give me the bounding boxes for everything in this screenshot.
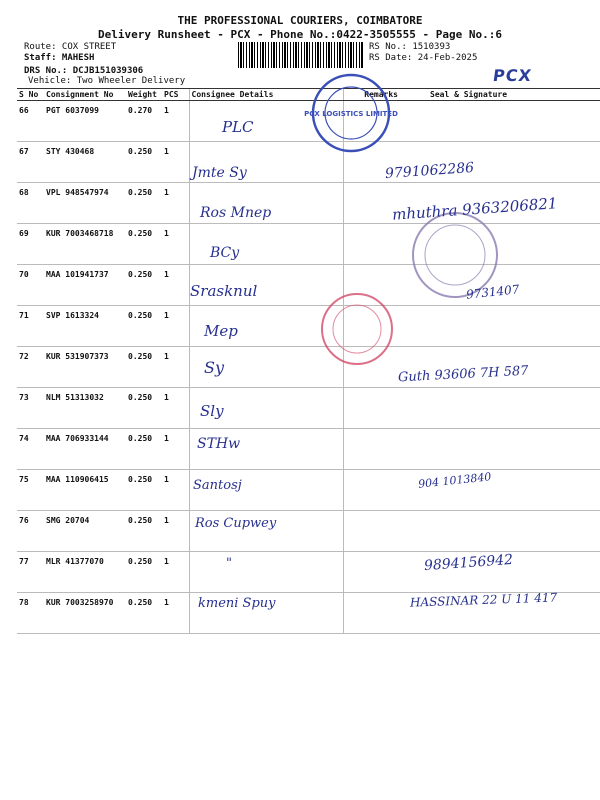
cell-consignment-no: NLM 51313032 xyxy=(44,388,126,429)
table-header-row xyxy=(17,89,600,101)
barcode-icon xyxy=(238,42,364,68)
cell-sno: 76 xyxy=(17,511,44,552)
col-sno: S No xyxy=(17,89,44,101)
cell-consignment-no: PGT 6037099 xyxy=(44,101,126,142)
table-row xyxy=(17,306,600,347)
cell-sno: 71 xyxy=(17,306,44,347)
table-row xyxy=(17,470,600,511)
cell-pcs: 1 xyxy=(162,347,189,388)
cell-remarks xyxy=(343,593,400,634)
cell-weight: 0.250 xyxy=(126,347,162,388)
cell-sno: 72 xyxy=(17,347,44,388)
cell-remarks xyxy=(343,511,400,552)
cell-weight: 0.270 xyxy=(126,101,162,142)
table-row xyxy=(17,429,600,470)
cell-weight: 0.250 xyxy=(126,593,162,634)
table-row xyxy=(17,142,600,183)
cell-weight: 0.250 xyxy=(126,552,162,593)
cell-consignment-no: KUR 7003468718 xyxy=(44,224,126,265)
handwritten-consignee: Srasknul xyxy=(190,282,258,300)
cell-sno: 69 xyxy=(17,224,44,265)
vehicle-label: Vehicle: Two Wheeler Delivery xyxy=(28,76,186,86)
handwritten-consignee: Sly xyxy=(200,402,224,420)
cell-pcs: 1 xyxy=(162,224,189,265)
route-label: Route: COX STREET xyxy=(24,42,117,52)
cell-sno: 68 xyxy=(17,183,44,224)
seal-stamp-red xyxy=(318,290,396,368)
cell-weight: 0.250 xyxy=(126,265,162,306)
handwritten-consignee: STHw xyxy=(197,436,241,452)
cell-consignment-no: MAA 101941737 xyxy=(44,265,126,306)
cell-remarks xyxy=(343,470,400,511)
company-title: THE PROFESSIONAL COURIERS, COIMBATORE xyxy=(177,14,423,27)
rs-number: RS No.: 1510393 xyxy=(369,42,451,52)
cell-consignment-no: MAA 706933144 xyxy=(44,429,126,470)
cell-pcs: 1 xyxy=(162,388,189,429)
cell-signature xyxy=(400,388,600,429)
cell-weight: 0.250 xyxy=(126,511,162,552)
col-remarks: Remarks xyxy=(343,89,400,101)
cell-sno: 66 xyxy=(17,101,44,142)
cell-signature xyxy=(400,429,600,470)
cell-weight: 0.250 xyxy=(126,224,162,265)
drs-number: DRS No.: DCJB151039306 xyxy=(24,66,144,76)
cell-consignment-no: STY 430468 xyxy=(44,142,126,183)
cell-sno: 75 xyxy=(17,470,44,511)
cell-consignment-no: KUR 531907373 xyxy=(44,347,126,388)
handwritten-signature: 9731407 xyxy=(465,282,521,302)
cell-pcs: 1 xyxy=(162,511,189,552)
cell-remarks xyxy=(343,429,400,470)
cell-weight: 0.250 xyxy=(126,142,162,183)
staff-label: Staff: MAHESH xyxy=(24,53,95,63)
handwritten-consignee: " xyxy=(226,556,232,571)
cell-remarks xyxy=(343,224,400,265)
runsheet-subtitle: Delivery Runsheet - PCX - Phone No.:0422-3505555 - Page No.:6 xyxy=(98,28,502,41)
cell-signature xyxy=(400,511,600,552)
col-consignment: Consignment No xyxy=(44,89,126,101)
cell-remarks xyxy=(343,388,400,429)
handwritten-consignee: Ros Cupwey xyxy=(195,516,277,531)
handwritten-signature: mhuthra 9363206821 xyxy=(391,194,558,224)
cell-weight: 0.250 xyxy=(126,429,162,470)
table-row xyxy=(17,511,600,552)
cell-weight: 0.250 xyxy=(126,306,162,347)
col-pcs: PCS xyxy=(162,89,189,101)
cell-signature xyxy=(400,306,600,347)
cell-pcs: 1 xyxy=(162,101,189,142)
cell-sno: 77 xyxy=(17,552,44,593)
col-consignee: Consignee Details xyxy=(189,89,343,101)
runsheet-table xyxy=(17,88,600,634)
cell-consignment-no: VPL 948547974 xyxy=(44,183,126,224)
handwritten-signature: 9791062286 xyxy=(384,159,475,183)
table-row xyxy=(17,101,600,142)
cell-consignment-no: SMG 20704 xyxy=(44,511,126,552)
cell-pcs: 1 xyxy=(162,593,189,634)
cell-remarks xyxy=(343,552,400,593)
pcx-seal-stamp-blue xyxy=(304,72,398,154)
cell-consignment-no: MLR 41377070 xyxy=(44,552,126,593)
cell-pcs: 1 xyxy=(162,306,189,347)
cell-sno: 70 xyxy=(17,265,44,306)
cell-sno: 67 xyxy=(17,142,44,183)
handwritten-signature: 9894156942 xyxy=(423,551,514,575)
handwritten-consignee: Ros Mnep xyxy=(200,205,272,221)
cell-sno: 74 xyxy=(17,429,44,470)
handwritten-signature: HASSINAR 22 U 11 417 xyxy=(409,590,558,610)
cell-weight: 0.250 xyxy=(126,183,162,224)
cell-consignment-no: KUR 7003258970 xyxy=(44,593,126,634)
cell-consignee xyxy=(189,552,343,593)
handwritten-consignee: Jmte Sy xyxy=(192,165,247,181)
cell-pcs: 1 xyxy=(162,429,189,470)
table-row xyxy=(17,388,600,429)
table-row xyxy=(17,224,600,265)
cell-sno: 78 xyxy=(17,593,44,634)
cell-consignment-no: SVP 1613324 xyxy=(44,306,126,347)
cell-signature xyxy=(400,101,600,142)
handwritten-consignee: PLC xyxy=(222,118,254,136)
handwritten-consignee: Santosj xyxy=(193,478,242,493)
cell-pcs: 1 xyxy=(162,552,189,593)
cell-pcs: 1 xyxy=(162,470,189,511)
handwritten-consignee: Sy xyxy=(204,358,224,377)
cell-pcs: 1 xyxy=(162,265,189,306)
cell-weight: 0.250 xyxy=(126,470,162,511)
cell-weight: 0.250 xyxy=(126,388,162,429)
pcx-logo: PCX xyxy=(491,66,534,85)
stamp-text: PCX LOGISTICS LIMITED xyxy=(304,110,398,118)
col-seal: Seal & Signature xyxy=(400,89,600,101)
cell-sno: 73 xyxy=(17,388,44,429)
handwritten-signature: Guth 93606 7H 587 xyxy=(397,363,529,386)
rs-date: RS Date: 24-Feb-2025 xyxy=(369,53,478,63)
handwritten-consignee: BCy xyxy=(210,245,240,261)
cell-pcs: 1 xyxy=(162,183,189,224)
cell-pcs: 1 xyxy=(162,142,189,183)
cell-consignment-no: MAA 110906415 xyxy=(44,470,126,511)
handwritten-consignee: Mep xyxy=(204,322,238,340)
handwritten-consignee: kmeni Spuy xyxy=(198,596,276,611)
col-weight: Weight xyxy=(126,89,162,101)
handwritten-signature: 904 1013840 xyxy=(417,470,492,491)
